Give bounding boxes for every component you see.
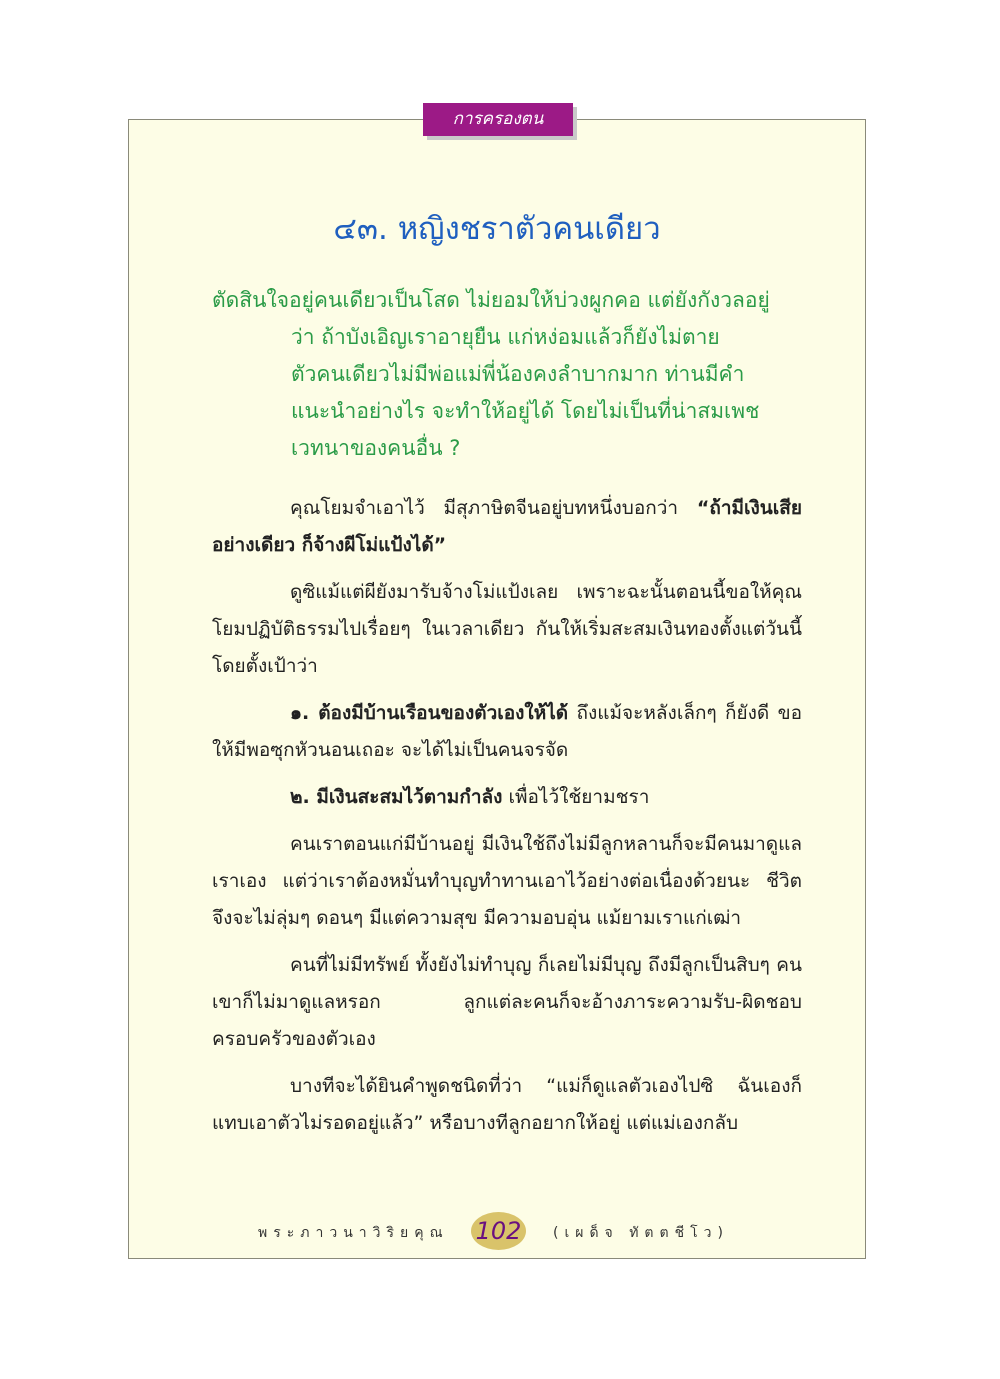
- page-footer: [128, 1212, 866, 1252]
- question-line: ตัวคนเดียวไม่มีพ่อแม่พี่น้องคงลำบากมาก ท่านมีคำ: [291, 362, 745, 386]
- footer-book-title: พระภาวนาวิริยคุณ: [258, 1225, 449, 1241]
- goal-heading: ๑. ต้องมีบ้านเรือนของตัวเองให้ได้: [290, 702, 569, 724]
- paragraph-text: คนที่ไม่มีทรัพย์ ทั้งยังไม่ทำบุญ ก็เลยไม่มีบุญ ถึงมีลูกเป็นสิบๆ คน เขาก็ไม่มาดูแลหรอก ลูกแต่ละคนก็จะอ้างภาระความรับ-ผิดชอบครอบครัวของตัวเอง: [212, 954, 802, 1050]
- paragraph-text: คุณโยมจำเอาไว้ มีสุภาษิตจีนอยู่บทหนึ่งบอกว่า: [290, 497, 697, 519]
- question-line: ตัดสินใจอยู่คนเดียวเป็นโสด ไม่ยอมให้บ่วงผูกคอ แต่ยังกังวลอยู่: [212, 288, 770, 312]
- chapter-title: ๔๓. หญิงชราตัวคนเดียว: [333, 211, 661, 247]
- question-line: แนะนำอย่างไร จะทำให้อยู่ได้ โดยไม่เป็นที่น่าสมเพช: [291, 399, 760, 423]
- footer-author: (เผด็จ ทัตตชีโว): [553, 1225, 729, 1241]
- question-line: เวทนาของคนอื่น ?: [291, 436, 461, 460]
- proverb-quote: “ถ้ามีเงินเสียอย่างเดียว ก็จ้างผีโม่แป้งได้”: [212, 497, 802, 556]
- paragraph: [212, 574, 802, 685]
- paragraph: [212, 695, 802, 769]
- question-line: ว่า ถ้าบังเอิญเราอายุยืน แก่หง่อมแล้วก็ยังไม่ตาย: [291, 325, 720, 349]
- paragraph: [212, 490, 802, 564]
- paragraph: [212, 826, 802, 937]
- page-number: 102: [471, 1212, 526, 1250]
- paragraph-text: บางทีจะได้ยินคำพูดชนิดที่ว่า “แม่ก็ดูแลตัวเองไปซิ ฉันเองก็แทบเอาตัวไม่รอดอยู่แล้ว” หรือบางทีลูกอยากให้อยู่ แต่แม่เองกลับ: [212, 1075, 802, 1134]
- goal-heading: ๒. มีเงินสะสมไว้ตามกำลัง: [290, 786, 503, 808]
- paragraph-text: ดูซิแม้แต่ผียังมารับจ้างโม่แป้งเลย เพราะฉะนั้นตอนนี้ขอให้คุณโยมปฏิบัติธรรมไปเรื่อยๆ ในเวลาเดียว กันให้เริ่มสะสมเงินทองตั้งแต่วันนี้ โดยตั้งเป้าว่า: [212, 581, 802, 677]
- paragraph: [212, 1068, 802, 1142]
- answer-body: [212, 490, 802, 1152]
- section-tab: การครองตน: [423, 103, 573, 136]
- paragraph-text: คนเราตอนแก่มีบ้านอยู่ มีเงินใช้ถึงไม่มีลูกหลานก็จะมีคนมาดูแลเราเอง แต่ว่าเราต้องหมั่นทำบุญทำทานเอาไว้อย่างต่อเนื่องด้วยนะ ชีวิตจึงจะไม่ลุ่มๆ ดอนๆ มีแต่ความสุข มีความอบอุ่น แม้ยามเราแก่เฒ่า: [212, 833, 802, 929]
- question-block: [212, 282, 802, 467]
- paragraph: [212, 947, 802, 1058]
- paragraph-text: ถึงแม้จะหลังเล็กๆ ก็ยังดี ขอให้มีพอซุกหัวนอนเถอะ จะได้ไม่เป็นคนจรจัด: [212, 702, 803, 761]
- paragraph-text: เพื่อไว้ใช้ยามชรา: [502, 786, 650, 808]
- paragraph: [212, 779, 802, 816]
